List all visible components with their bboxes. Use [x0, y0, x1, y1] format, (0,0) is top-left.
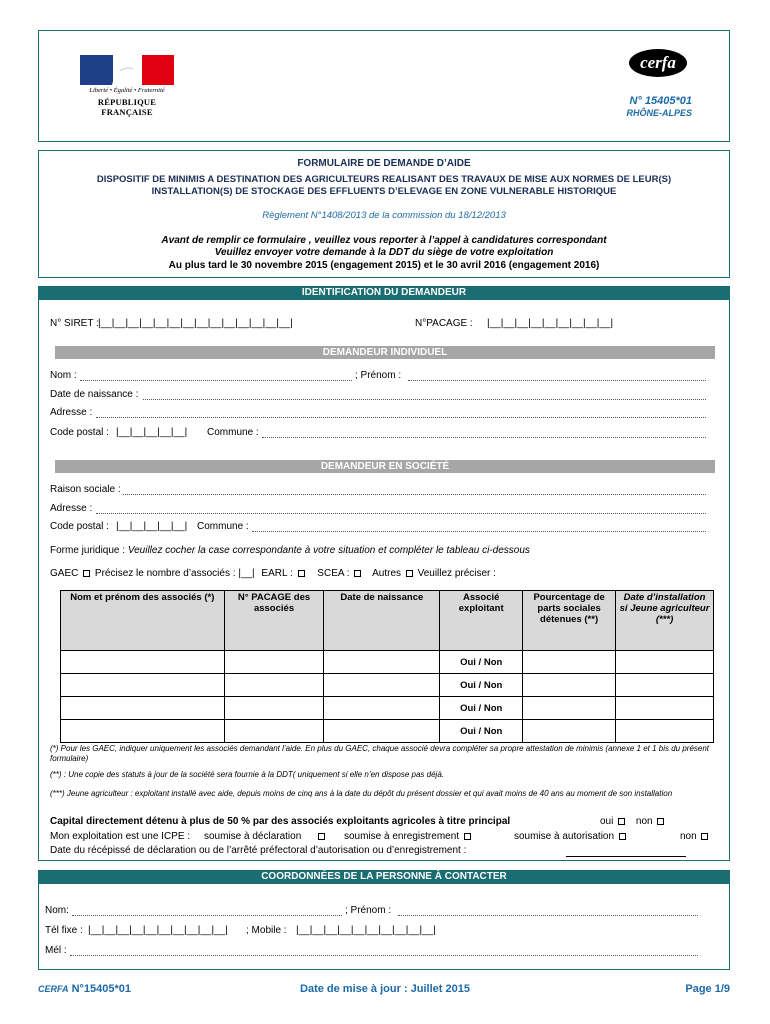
capital-oui-checkbox[interactable] [618, 818, 625, 825]
dispositif-line1: DISPOSITIF DE MINIMIS A DESTINATION DES AGRICULTEURS REALISANT DES TRAVAUX DE MISE AUX NORMES DE LEUR(S) [96, 174, 672, 185]
form-number: N° 15405*01 [629, 95, 692, 107]
contact-nom-label: Nom: [45, 905, 69, 916]
capital-non-label: non [635, 816, 653, 827]
capital-non-checkbox[interactable] [657, 818, 664, 825]
th-pourcentage: Pourcentage de parts sociales détenues (**) [523, 591, 616, 651]
cell-pourcentage[interactable] [523, 697, 616, 720]
icpe-label: Mon exploitation est une ICPE : [50, 831, 191, 842]
prenom-input[interactable] [408, 380, 706, 381]
avant-line1: Avant de remplir ce formulaire , veuillez vous reporter à l’appel à candidatures correspondant [161, 235, 607, 246]
scea-checkbox[interactable] [354, 570, 361, 577]
logo-motto: Liberté • Égalité • Fraternité [89, 87, 165, 94]
cell-oui-non[interactable]: Oui / Non [440, 697, 523, 720]
recepisse-label: Date du récépissé de déclaration ou de l’arrêté préfectoral d’autorisation ou d’enregistrement : [50, 845, 467, 856]
naissance-label: Date de naissance : [50, 389, 139, 400]
cerfa-logo: cerfa [629, 49, 687, 77]
gaec-checkbox[interactable] [83, 570, 90, 577]
cell-pourcentage[interactable] [523, 651, 616, 674]
cell-oui-non[interactable]: Oui / Non [440, 651, 523, 674]
cell-nom[interactable] [61, 720, 225, 743]
marianne-logo [80, 55, 174, 117]
tel-label: Tél fixe : [45, 925, 83, 936]
capital-options [600, 816, 666, 827]
nb-associes-input[interactable]: |__| [238, 568, 255, 579]
commune-input[interactable] [262, 437, 706, 438]
contact-prenom-input[interactable] [398, 915, 698, 916]
capital-label: Capital directement détenu à plus de 50 % par des associés exploitants agricoles à titre principal [50, 816, 511, 827]
th-pacage: N° PACAGE des associés [224, 591, 324, 651]
adresse-soc-label: Adresse : [50, 503, 93, 514]
cell-date-inst[interactable] [616, 720, 714, 743]
icpe-declaration [204, 831, 327, 842]
tel-input[interactable]: |__|__|__|__|__|__|__|__|__|__| [88, 925, 228, 936]
cell-nom[interactable] [61, 674, 225, 697]
contact-nom-input[interactable] [72, 915, 342, 916]
marianne-icon [102, 59, 150, 85]
mel-label: Mél : [45, 945, 67, 956]
cell-naissance[interactable] [324, 720, 440, 743]
footer-page: Page 1/9 [685, 983, 730, 995]
cell-date-inst[interactable] [616, 674, 714, 697]
cell-pacage[interactable] [224, 697, 324, 720]
cell-pourcentage[interactable] [523, 720, 616, 743]
forme-juridique [50, 545, 530, 556]
cell-pacage[interactable] [224, 720, 324, 743]
forme-text: Veuillez cocher la case correspondante à votre situation et compléter le tableau ci-dessous [127, 545, 530, 556]
deadline: Au plus tard le 30 novembre 2015 (engagement 2015) et le 30 avril 2016 (engagement 2016) [168, 260, 600, 271]
enregistrement-checkbox[interactable] [464, 833, 471, 840]
cell-naissance[interactable] [324, 697, 440, 720]
icpe-non-checkbox[interactable] [701, 833, 708, 840]
cell-nom[interactable] [61, 697, 225, 720]
autorisation-checkbox[interactable] [619, 833, 626, 840]
naissance-input[interactable] [143, 399, 706, 400]
th-exploitant: Associé exploitant [440, 591, 523, 651]
pacage-label: N°PACAGE : [415, 318, 473, 329]
capital-oui-label: oui [600, 816, 614, 827]
cp-input[interactable]: |__|__|__|__|__| [116, 427, 188, 438]
individuel-heading: DEMANDEUR INDIVIDUEL [55, 346, 715, 359]
icpe-non-label: non [680, 831, 697, 842]
contact-prenom-label: ; Prénom : [345, 905, 392, 916]
note-3: (***) Jeune agriculteur : exploitant installé avec aide, depuis moins de cinq ans à la date du dépôt du présent dossier et qui avait moins de 40 ans au moment de son installation [50, 789, 673, 798]
cell-oui-non[interactable]: Oui / Non [440, 674, 523, 697]
enregistrement-label: soumise à enregistrement [344, 831, 460, 842]
recepisse-input[interactable] [566, 856, 686, 857]
note-2: (**) : Une copie des statuts à jour de la société sera fournie à la DDT( uniquement si elle n’en dispose pas déjà. [50, 770, 444, 779]
th-date-installation: Date d’installation si Jeune agriculteur (***) [616, 591, 714, 651]
autorisation-label: soumise à autorisation [514, 831, 615, 842]
cell-naissance[interactable] [324, 674, 440, 697]
icpe-non [680, 831, 710, 842]
cp-soc-label: Code postal : [50, 521, 109, 532]
autres-checkbox[interactable] [406, 570, 413, 577]
siret-input[interactable]: |__|__|__|__|__|__|__|__|__|__|__|__|__|__| [98, 318, 293, 329]
earl-label: EARL : [261, 568, 293, 579]
adresse-label: Adresse : [50, 407, 93, 418]
earl-checkbox[interactable] [298, 570, 305, 577]
adresse-soc-input[interactable] [96, 513, 706, 514]
commune-soc-label: Commune : [197, 521, 249, 532]
forme-label: Forme juridique : [50, 545, 126, 556]
nom-label: Nom : [50, 370, 77, 381]
precisez-label: Précisez le nombre d’associés : [94, 568, 236, 579]
cell-naissance[interactable] [324, 651, 440, 674]
raison-input[interactable] [123, 494, 706, 495]
associes-table [60, 590, 714, 743]
scea-label: SCEA : [317, 568, 350, 579]
avant-line2: Veuillez envoyer votre demande à la DDT du siège de votre exploitation [214, 247, 554, 258]
cell-pourcentage[interactable] [523, 674, 616, 697]
contact-heading: COORDONNÉES DE LA PERSONNE À CONTACTER [38, 870, 730, 884]
mobile-label: ; Mobile : [246, 925, 287, 936]
veuillez-label: Veuillez préciser : [417, 568, 496, 579]
th-nom: Nom et prénom des associés (*) [61, 591, 225, 651]
commune-soc-input[interactable] [252, 531, 706, 532]
region-label: RHÔNE-ALPES [626, 108, 692, 118]
footer-cerfa-num: N°15405*01 [71, 983, 132, 995]
declaration-label: soumise à déclaration [204, 831, 302, 842]
societe-heading: DEMANDEUR EN SOCIÉTÉ [55, 460, 715, 473]
table-row [61, 651, 714, 674]
dispositif-line2: INSTALLATION(S) DE STOCKAGE DES EFFLUENTS D’ELEVAGE EN ZONE VULNERABLE HISTORIQUE [151, 186, 617, 197]
footer-cerfa [38, 983, 131, 995]
icpe-enregistrement [344, 831, 473, 842]
cell-pacage[interactable] [224, 651, 324, 674]
cp-label: Code postal : [50, 427, 109, 438]
cell-date-inst[interactable] [616, 651, 714, 674]
forme-options [50, 568, 496, 579]
footer-date: Date de mise à jour : Juillet 2015 [300, 983, 470, 995]
cell-oui-non[interactable]: Oui / Non [440, 720, 523, 743]
table-header-row [61, 591, 714, 651]
autres-label: Autres [372, 568, 402, 579]
cell-pacage[interactable] [224, 674, 324, 697]
footer-cerfa-prefix: CERFA [38, 984, 69, 994]
table-row [61, 697, 714, 720]
adresse-input[interactable] [96, 417, 706, 418]
reglement: Règlement N°1408/2013 de la commission du 18/12/2013 [262, 210, 506, 221]
cp-soc-input[interactable]: |__|__|__|__|__| [116, 521, 188, 532]
icpe-autorisation [514, 831, 628, 842]
logo-republique: RÉPUBLIQUE FRANÇAISE [97, 97, 157, 117]
mobile-input[interactable]: |__|__|__|__|__|__|__|__|__|__| [296, 925, 436, 936]
note-1: (*) Pour les GAEC, indiquer uniquement les associés demandant l’aide. En plus du GAEC, chaque associé devra compléter sa propre attestation de minimis (annexe 1 et 1 bis du présent formulaire) [50, 744, 710, 763]
nom-input[interactable] [80, 380, 352, 381]
pacage-input[interactable]: |__|__|__|__|__|__|__|__|__| [487, 318, 614, 329]
form-title: FORMULAIRE DE DEMANDE D’AIDE [297, 158, 471, 169]
mel-input[interactable] [70, 955, 698, 956]
raison-label: Raison sociale : [50, 484, 121, 495]
gaec-label: GAEC [50, 568, 79, 579]
identification-heading: IDENTIFICATION DU DEMANDEUR [38, 286, 730, 300]
cell-date-inst[interactable] [616, 697, 714, 720]
declaration-checkbox[interactable] [318, 833, 325, 840]
commune-label: Commune : [207, 427, 259, 438]
prenom-label: ; Prénom : [355, 370, 402, 381]
th-naissance: Date de naissance [324, 591, 440, 651]
siret-label: N° SIRET : [50, 318, 99, 329]
table-row [61, 720, 714, 743]
cell-nom[interactable] [61, 651, 225, 674]
table-row [61, 674, 714, 697]
